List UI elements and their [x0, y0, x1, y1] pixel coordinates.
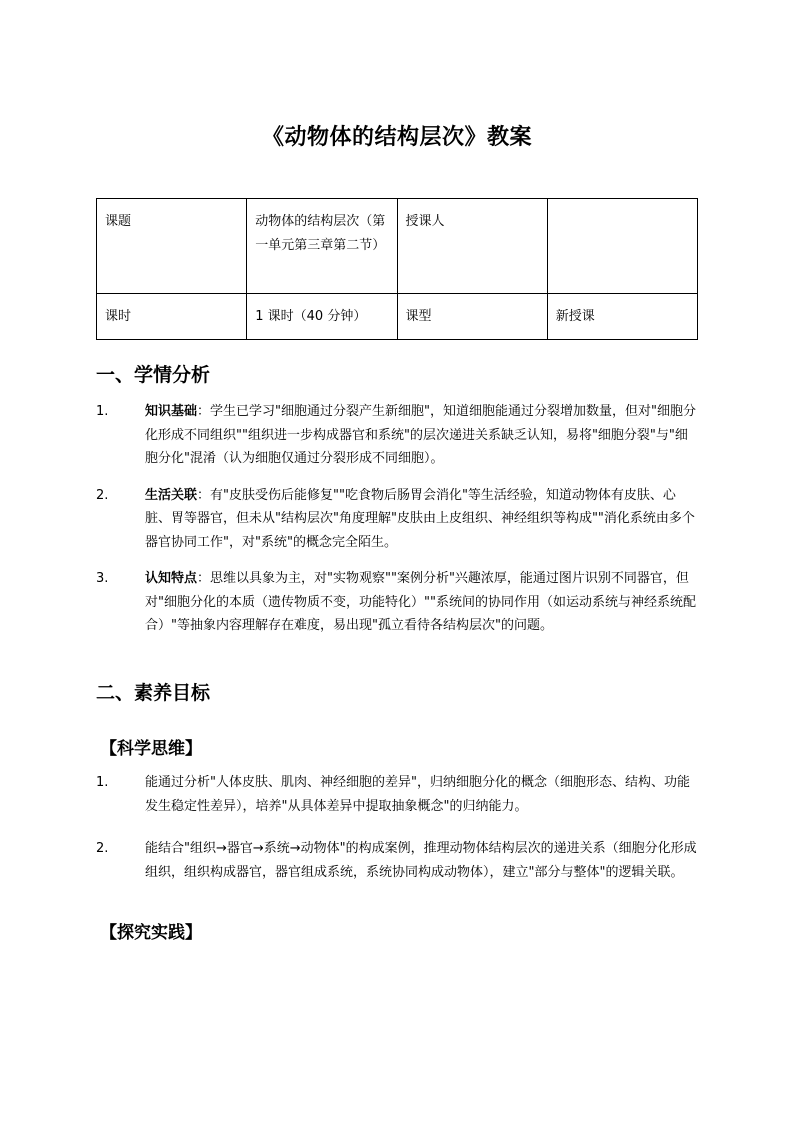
table-cell: 授课人	[397, 199, 547, 294]
list-number: 1.	[96, 404, 109, 419]
learner-analysis-list	[96, 400, 700, 651]
table-cell: 1 课时（40 分钟）	[247, 294, 397, 340]
table-cell: 课型	[397, 294, 547, 340]
table-cell: 课题	[97, 199, 247, 294]
table-cell	[547, 199, 697, 294]
table-row	[97, 199, 698, 294]
table-cell: 课时	[97, 294, 247, 340]
item-lead: 知识基础	[145, 404, 198, 419]
list-item	[96, 567, 700, 638]
item-text: 能结合"组织→器官→系统→动物体"的构成案例，推理动物体结构层次的递进关系（细胞分化形成组织，组织构成器官，器官组成系统，系统协同构成动物体），建立"部分与整体"的逻辑关联。	[145, 841, 697, 880]
subsection-heading: 【科学思维】	[100, 739, 202, 759]
table-row	[97, 294, 698, 340]
list-item	[96, 837, 700, 884]
subsection-heading: 【探究实践】	[100, 923, 202, 943]
document-title: 《动物体的结构层次》教案	[261, 125, 532, 150]
list-number: 1.	[96, 775, 109, 790]
section-heading: 一、学情分析	[96, 364, 211, 386]
list-item	[96, 484, 700, 555]
item-text: ：有"皮肤受伤后能修复""吃食物后肠胃会消化"等生活经验，知道动物体有皮肤、心脏、胃等器官，但未从"结构层次"角度理解"皮肤由上皮组织、神经组织等构成""消化系统由多个器官协同工作"，对"系统"的概念完全陌生。	[145, 487, 695, 550]
item-text: ：学生已学习"细胞通过分裂产生新细胞"，知道细胞能通过分裂增加数量，但对"细胞分化形成不同组织""组织进一步构成器官和系统"的层次递进关系缺乏认知，易将"细胞分裂"与"细胞分化"混淆（认为细胞仅通过分裂形成不同细胞）。	[145, 404, 696, 466]
table-cell: 新授课	[547, 294, 697, 340]
list-number: 2.	[96, 487, 109, 503]
item-lead: 认知特点	[145, 571, 198, 586]
item-lead: 生活关联	[145, 487, 198, 503]
lesson-info-table	[96, 198, 698, 340]
table-cell: 动物体的结构层次（第一单元第三章第二节）	[247, 199, 397, 294]
item-text: 能通过分析"人体皮肤、肌肉、神经细胞的差异"，归纳细胞分化的概念（细胞形态、结构、功能发生稳定性差异），培养"从具体差异中提取抽象概念"的归纳能力。	[145, 775, 690, 814]
item-text: ：思维以具象为主，对"实物观察""案例分析"兴趣浓厚，能通过图片识别不同器官，但对"细胞分化的本质（遗传物质不变，功能特化）""系统间的协同作用（如运动系统与神经系统配合）"等抽象内容理解存在难度，易出现"孤立看待各结构层次"的问题。	[145, 571, 696, 633]
list-number: 2.	[96, 841, 109, 856]
science-thinking-list	[96, 771, 700, 897]
list-number: 3.	[96, 571, 109, 586]
section-heading: 二、素养目标	[96, 682, 211, 704]
list-item	[96, 771, 700, 818]
list-item	[96, 400, 700, 471]
